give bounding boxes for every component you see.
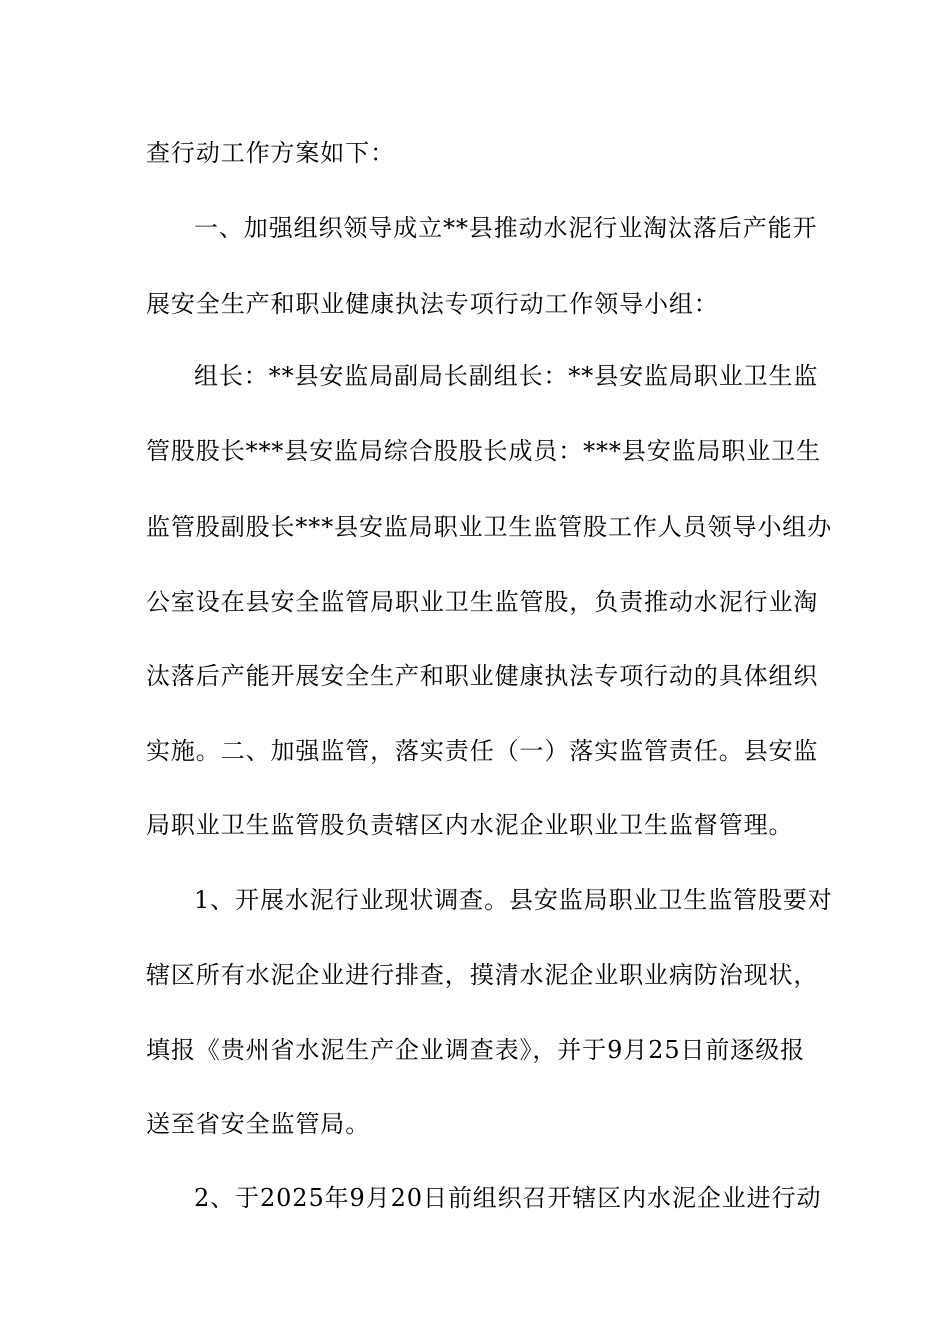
text-line: 一、加强组织领导成立**县推动水泥行业淘汰落后产能开 xyxy=(194,214,818,242)
text-line: 局职业卫生监管股负责辖区内水泥企业职业卫生监督管理。 xyxy=(146,811,794,839)
text-line: 公室设在县安全监管局职业卫生监管股，负责推动水泥行业淘 xyxy=(146,588,819,616)
text-line: 填报《贵州省水泥生产企业调查表》，并于9月25日前逐级报 xyxy=(146,1036,806,1064)
text-line: 组长：**县安监局副局长副组长：**县安监局职业卫生监 xyxy=(194,362,819,390)
text-line: 汰落后产能开展安全生产和职业健康执法专项行动的具体组织 xyxy=(146,662,819,690)
text-line: 1、开展水泥行业现状调查。县安监局职业卫生监管股要对 xyxy=(194,886,833,914)
text-line: 查行动工作方案如下： xyxy=(146,139,395,167)
text-line: 2、于2025年9月20日前组织召开辖区内水泥企业进行动 xyxy=(194,1184,822,1212)
text-line: 送至省安全监管局。 xyxy=(146,1110,371,1138)
text-line: 实施。二、加强监管，落实责任（一）落实监管责任。县安监 xyxy=(146,737,819,765)
text-line: 辖区所有水泥企业进行排查，摸清水泥企业职业病防治现状， xyxy=(146,961,819,989)
text-line: 监管股副股长***县安监局职业卫生监管股工作人员领导小组办 xyxy=(146,513,833,541)
text-line: 展安全生产和职业健康执法专项行动工作领导小组： xyxy=(146,290,719,318)
text-line: 管股股长***县安监局综合股股长成员：***县安监局职业卫生 xyxy=(146,437,821,465)
